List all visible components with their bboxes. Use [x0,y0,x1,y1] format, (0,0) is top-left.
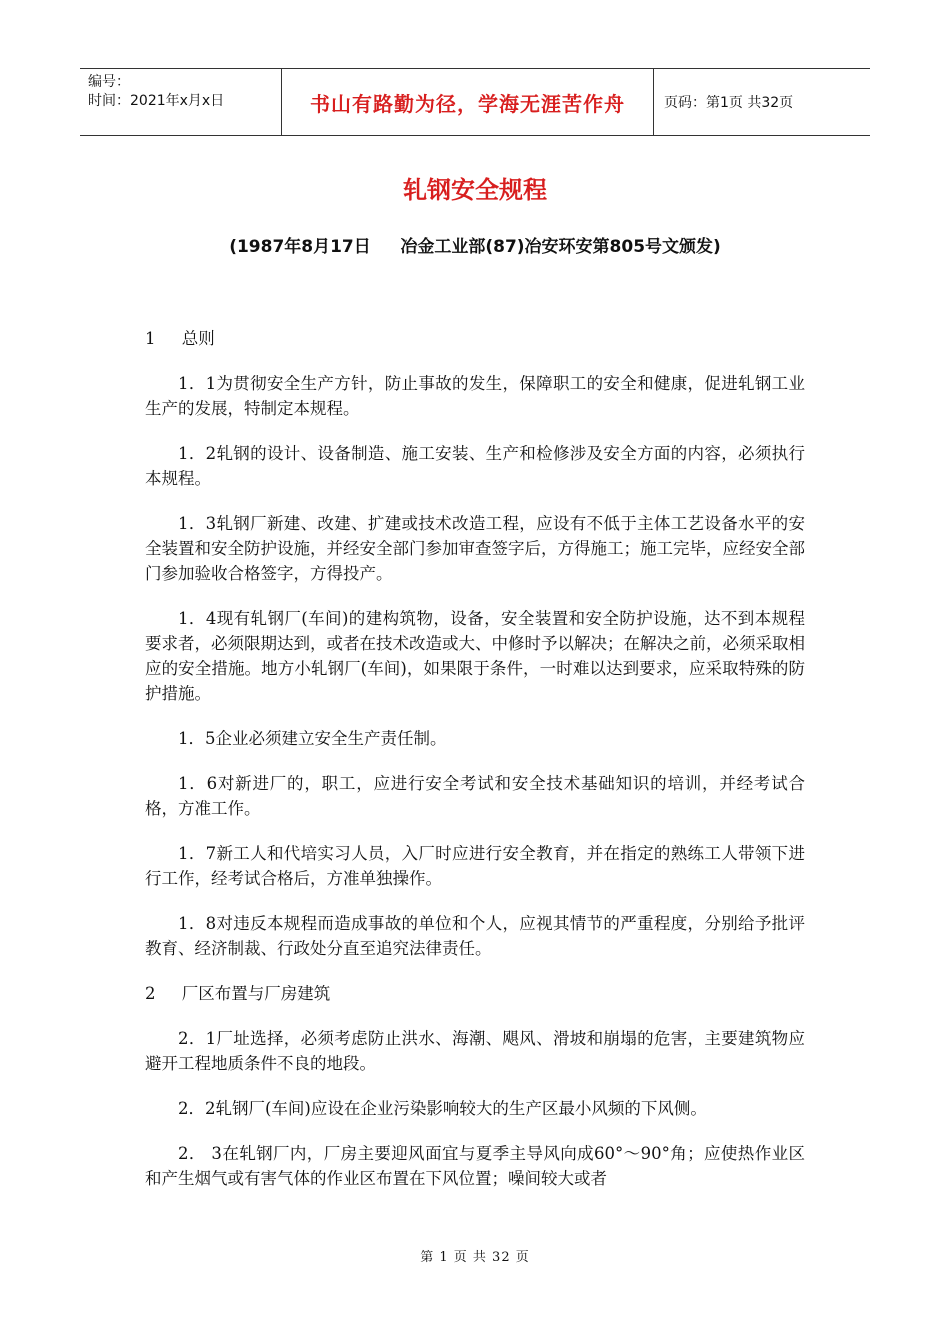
section-heading: 2 厂区布置与厂房建筑 [145,984,331,1003]
document-title: 轧钢安全规程 [403,176,547,204]
paragraph: 1．6对新进厂的，职工，应进行安全考试和安全技术基础知识的培训，并经考试合格，方准工作。 [145,774,805,818]
paragraph: 1．5企业必须建立安全生产责任制。 [178,729,447,748]
paragraph: 2． 3在轧钢厂内，厂房主要迎风面宜与夏季主导风向成60°～90°角；应使热作业区和产生烟气或有害气体的作业区布置在下风位置；噪间较大或者 [145,1144,805,1188]
header-motto: 书山有路勤为径，学海无涯苦作舟 [282,69,654,135]
paragraph: 1．7新工人和代培实习人员，入厂时应进行安全教育，并在指定的熟练工人带领下进行工作，经考试合格后，方准单独操作。 [145,844,805,888]
paragraph: 1．1为贯彻安全生产方针，防止事故的发生，保障职工的安全和健康，促进轧钢工业生产的发展，特制定本规程。 [145,374,805,418]
page-footer: 第 1 页 共 32 页 [420,1250,530,1265]
paragraph: 1．8对违反本规程而造成事故的单位和个人，应视其情节的严重程度，分别给予批评教育、经济制裁、行政处分直至追究法律责任。 [145,914,805,958]
paragraph: 2．1厂址选择，必须考虑防止洪水、海潮、飓风、滑坡和崩塌的危害，主要建筑物应避开工程地质条件不良的地段。 [145,1029,805,1073]
paragraph: 2．2轧钢厂(车间)应设在企业污染影响较大的生产区最小风频的下风侧。 [178,1099,707,1118]
document-body [145,326,805,1211]
paragraph: 1．2轧钢的设计、设备制造、施工安装、生产和检修涉及安全方面的内容，必须执行本规程。 [145,444,805,488]
header-meta [80,69,282,135]
paragraph: 1．4现有轧钢厂(车间)的建构筑物，设备，安全装置和安全防护设施，达不到本规程要求者，必须限期达到，或者在技术改造或大、中修时予以解决；在解决之前，必须采取相应的安全措施。地方小轧钢厂(车间)，如果限于条件，一时难以达到要求，应采取特殊的防护措施。 [145,609,805,703]
document-time-label: 时间：2021年x月x日 [88,93,225,109]
paragraph: 1．3轧钢厂新建、改建、扩建或技术改造工程，应设有不低于主体工艺设备水平的安全装置和安全防护设施，并经安全部门参加审查签字后，方得施工；施工完毕，应经安全部门参加验收合格签字，方得投产。 [145,514,805,583]
document-number-label: 编号： [88,74,130,90]
section-heading: 1 总则 [145,329,215,348]
page-header [80,68,870,136]
header-page-info: 页码：第1页 共32页 [664,95,794,111]
document-subtitle: (1987年8月17日 冶金工业部(87)冶安环安第805号文颁发) [229,237,721,257]
